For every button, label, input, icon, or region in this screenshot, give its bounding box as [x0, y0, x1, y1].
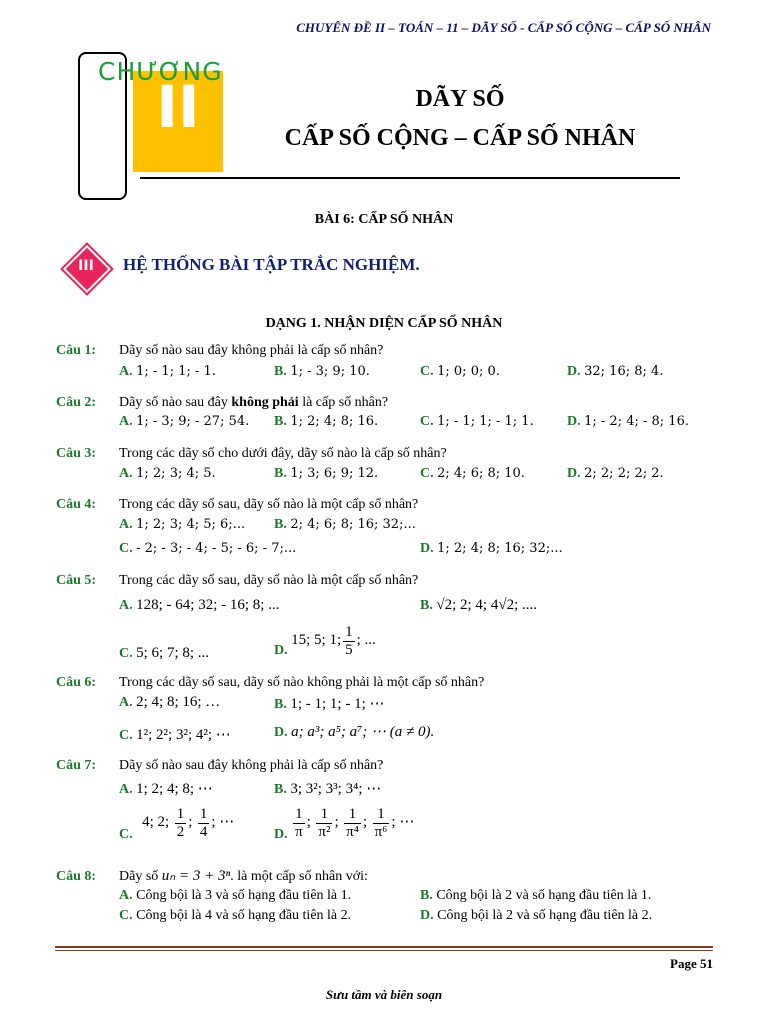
option-d[interactable]: D. 32; 16; 8; 4.	[567, 364, 664, 379]
option-a[interactable]: A. Công bội là 3 và số hạng đầu tiên là 1.	[119, 888, 352, 903]
option-c[interactable]: C. 1; - 1; 1; - 1; 1.	[420, 414, 534, 429]
option-a[interactable]: A. 128; - 64; 32; - 16; 8; ...	[119, 597, 280, 613]
option-a[interactable]: A. 2; 4; 8; 16; …	[119, 694, 221, 710]
option-c[interactable]: C. Công bội là 4 và số hạng đầu tiên là 2.	[119, 908, 352, 923]
option-a[interactable]: A. 1; - 3; 9; - 27; 54.	[119, 414, 250, 429]
lesson-title: BÀI 6: CẤP SỐ NHÂN	[314, 212, 454, 227]
option-b[interactable]: B. √2; 2; 4; 4√2; ....	[420, 597, 537, 613]
form-title: DẠNG 1. NHẬN DIỆN CẤP SỐ NHÂN	[265, 316, 503, 331]
question-label: Câu 6:	[56, 675, 97, 690]
option-b[interactable]: B. 1; 3; 6; 9; 12.	[274, 466, 379, 481]
question-text: Trong các dãy số sau, dãy số nào không phải là một cấp số nhân?	[119, 675, 485, 690]
option-a[interactable]: A. 1; - 1; 1; - 1.	[119, 364, 216, 379]
chapter-word: CHƯƠNG	[98, 57, 223, 86]
option-d[interactable]: D. 1; - 2; 4; - 8; 16.	[567, 414, 689, 429]
option-b[interactable]: B. 3; 3²; 3³; 3⁴; ⋯	[274, 781, 382, 797]
question-text: Dãy số nào sau đây không phải là cấp số nhân?	[119, 343, 384, 358]
question-label: Câu 1:	[56, 343, 97, 358]
question-label: Câu 4:	[56, 497, 97, 512]
option-b[interactable]: B. 1; - 3; 9; 10.	[274, 364, 370, 379]
chapter-title-line1: DÃY SỐ	[415, 86, 505, 112]
option-d[interactable]: D. Công bội là 2 và số hạng đầu tiên là 2.	[420, 908, 653, 923]
running-header: CHUYÊN ĐỀ II – TOÁN – 11 – DÃY SỐ - CẤP SỐ CỘNG – CẤP SỐ NHÂN	[296, 20, 711, 35]
question-text: Dãy số uₙ = 3 + 3ⁿ. là một cấp số nhân với:	[119, 868, 368, 884]
option-c[interactable]: C. 5; 6; 7; 8; ...	[119, 645, 210, 661]
option-b[interactable]: B. Công bội là 2 và số hạng đầu tiên là 1.	[420, 888, 652, 903]
footer-rule	[55, 946, 713, 948]
title-underline	[140, 177, 680, 179]
option-d[interactable]: D. a; a³; a⁵; a⁷; ⋯ (a ≠ 0).	[274, 724, 435, 740]
option-b[interactable]: B. 1; 2; 4; 8; 16.	[274, 414, 379, 429]
option-d[interactable]: D. $\frac{1}{\pi}$ ; $\frac{1}{\text{π²}}$ ; $\frac{1}{\text{π⁴}}$ ; $\frac{1}{\text{π⁶}}$ ; ⋯	[274, 806, 415, 843]
question-text: Trong các dãy số cho dưới đây, dãy số nào là cấp số nhân?	[119, 446, 447, 461]
option-c[interactable]: C. - 2; - 3; - 4; - 5; - 6; - 7;...	[119, 541, 297, 556]
option-c[interactable]: C. 4; 2; $\frac{1}{2}$ ; $\frac{1}{4}$ ; ⋯	[119, 806, 235, 843]
question-label: Câu 3:	[56, 446, 97, 461]
option-c[interactable]: C. 2; 4; 6; 8; 10.	[420, 466, 525, 481]
section-badge-icon: III	[66, 248, 106, 288]
question-label: Câu 8:	[56, 869, 97, 884]
question-text: Dãy số nào sau đây không phải là cấp số nhân?	[119, 758, 384, 773]
option-d[interactable]: D. 2; 2; 2; 2; 2.	[567, 466, 664, 481]
section-title: HỆ THỐNG BÀI TẬP TRẮC NGHIỆM.	[123, 255, 420, 274]
option-d[interactable]: D. 1; 2; 4; 8; 16; 32;...	[420, 541, 563, 556]
question-label: Câu 5:	[56, 573, 97, 588]
option-d[interactable]: D. 15; 5; 1; $\frac{1}{5}$ ; ...	[274, 624, 376, 659]
option-b[interactable]: B. 2; 4; 6; 8; 16; 32;...	[274, 517, 416, 532]
page-number: Page 51	[670, 956, 713, 971]
option-b[interactable]: B. 1; - 1; 1; - 1; ⋯	[274, 696, 385, 712]
question-text: Trong các dãy số sau, dãy số nào là một cấp số nhân?	[119, 573, 419, 588]
chapter-title-line2: CẤP SỐ CỘNG – CẤP SỐ NHÂN	[284, 125, 636, 151]
chapter-number: II	[156, 73, 200, 141]
option-a[interactable]: A. 1; 2; 3; 4; 5.	[119, 466, 216, 481]
question-label: Câu 7:	[56, 758, 97, 773]
option-a[interactable]: A. 1; 2; 4; 8; ⋯	[119, 781, 213, 797]
option-c[interactable]: C. 1²; 2²; 3²; 4²; ⋯	[119, 727, 231, 743]
question-text: Dãy số nào sau đây không phải là cấp số nhân?	[119, 395, 389, 410]
question-text: Trong các dãy số sau, dãy số nào là một cấp số nhân?	[119, 497, 419, 512]
option-a[interactable]: A. 1; 2; 3; 4; 5; 6;...	[119, 517, 246, 532]
footer-text: Sưu tầm và biên soạn	[325, 987, 443, 1002]
option-c[interactable]: C. 1; 0; 0; 0.	[420, 364, 500, 379]
question-label: Câu 2:	[56, 395, 97, 410]
footer-rule-thin	[55, 950, 713, 951]
